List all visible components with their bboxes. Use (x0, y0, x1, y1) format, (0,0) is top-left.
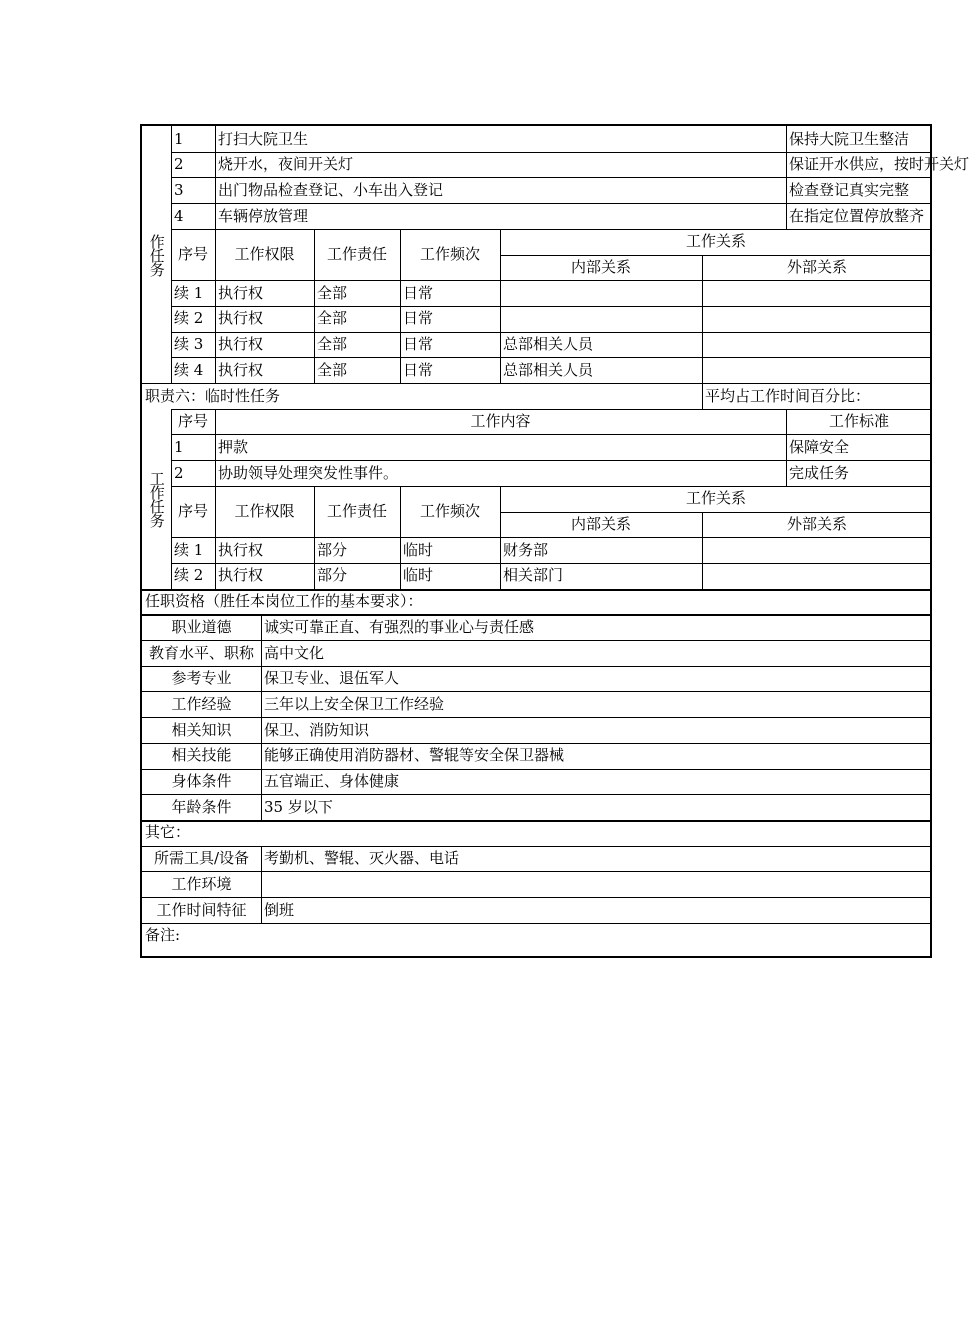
header-relations: 工作关系 (685, 232, 746, 251)
task-number: 1 (174, 129, 184, 148)
time-percent: 平均占工作时间百分比： (705, 386, 871, 405)
header-relations: 工作关系 (685, 489, 746, 508)
grid-line (171, 126, 172, 383)
relation-internal (500, 280, 702, 306)
qualification-value: 保卫、消防知识 (264, 720, 370, 739)
relation-external (702, 280, 932, 306)
relation-authority: 执行权 (218, 540, 264, 559)
header-frequency: 工作频次 (419, 502, 480, 521)
relation-external (702, 332, 932, 358)
relation-internal: 财务部 (503, 540, 549, 559)
grid-line (400, 486, 401, 589)
other-label: 工作环境 (171, 874, 232, 893)
grid-line (500, 486, 501, 589)
section-title: 职责六：临时性任务 (145, 386, 281, 405)
header-internal: 内部关系 (570, 258, 631, 277)
relation-internal: 相关部门 (503, 566, 564, 585)
task-content: 打扫大院卫生 (218, 129, 309, 148)
relation-responsibility: 全部 (317, 309, 348, 328)
relation-number: 续 2 (174, 566, 204, 585)
relation-responsibility: 全部 (317, 335, 348, 354)
qualification-label: 相关知识 (171, 720, 232, 739)
header-content: 工作内容 (470, 412, 531, 431)
qualification-value: 保卫专业、退伍军人 (264, 669, 400, 688)
relation-external (702, 537, 932, 563)
grid-line (215, 409, 216, 589)
relation-internal: 总部相关人员 (503, 335, 594, 354)
grid-line (500, 229, 501, 383)
section-side-label: 工作任务 (147, 470, 166, 527)
qualification-value: 35 岁以下 (264, 797, 333, 816)
header-external: 外部关系 (786, 258, 847, 277)
job-description-table (140, 124, 969, 958)
qualification-value: 诚实可靠正直、有强烈的事业心与责任感 (264, 617, 535, 636)
grid-line (261, 846, 262, 923)
qualification-value: 高中文化 (264, 643, 325, 662)
task-standard: 保持大院卫生整洁 (789, 129, 910, 148)
qualification-value: 三年以上安全保卫工作经验 (264, 694, 445, 713)
relation-authority: 执行权 (218, 335, 264, 354)
grid-line (215, 126, 216, 383)
other-value: 倒班 (264, 900, 295, 919)
task-content: 烧开水，夜间开关灯 (218, 155, 354, 174)
header-internal: 内部关系 (570, 515, 631, 534)
grid-line (171, 409, 172, 589)
grid-line (786, 409, 787, 486)
task-content: 出门物品检查登记、小车出入登记 (218, 180, 444, 199)
relation-authority: 执行权 (218, 566, 264, 585)
relation-frequency: 临时 (403, 540, 434, 559)
task-number: 1 (174, 437, 184, 456)
grid-line (500, 255, 932, 256)
relation-frequency: 日常 (403, 309, 434, 328)
header-number: 序号 (177, 502, 208, 521)
header-responsibility: 工作责任 (326, 502, 387, 521)
qualification-label: 工作经验 (171, 694, 232, 713)
grid-line (314, 486, 315, 589)
header-authority: 工作权限 (234, 245, 295, 264)
other-label: 所需工具/设备 (153, 849, 250, 868)
remarks: 备注: (145, 926, 181, 945)
qualification-label: 职业道德 (171, 617, 232, 636)
task-content: 押款 (218, 437, 249, 456)
relation-responsibility: 全部 (317, 360, 348, 379)
header-external: 外部关系 (786, 515, 847, 534)
relation-number: 续 3 (174, 335, 204, 354)
other-value (261, 871, 932, 897)
qualification-value: 五官端正、身体健康 (264, 772, 400, 791)
relation-responsibility: 部分 (317, 540, 348, 559)
task-number: 4 (174, 206, 184, 225)
relation-frequency: 日常 (403, 360, 434, 379)
relation-frequency: 日常 (403, 283, 434, 302)
relation-number: 续 4 (174, 360, 204, 379)
relation-external (702, 357, 932, 383)
task-number: 2 (174, 463, 184, 482)
header-standard: 工作标准 (828, 412, 889, 431)
relation-number: 续 1 (174, 540, 204, 559)
task-number: 2 (174, 155, 184, 174)
qualification-value: 能够正确使用消防器材、警辊等安全保卫器械 (264, 746, 565, 765)
relation-external (702, 563, 932, 589)
other-title: 其它： (145, 823, 191, 842)
relation-authority: 执行权 (218, 283, 264, 302)
qualification-label: 教育水平、职称 (148, 643, 254, 662)
relation-number: 续 2 (174, 309, 204, 328)
grid-line (702, 383, 703, 409)
task-standard: 检查登记真实完整 (789, 180, 910, 199)
qualifications-title: 任职资格（胜任本岗位工作的基本要求）： (145, 592, 423, 611)
relation-number: 续 1 (174, 283, 204, 302)
task-content: 车辆停放管理 (218, 206, 309, 225)
qualification-label: 参考专业 (171, 669, 232, 688)
task-number: 3 (174, 180, 184, 199)
task-standard: 保证开水供应，按时开关灯 (789, 155, 969, 174)
relation-responsibility: 部分 (317, 566, 348, 585)
other-label: 工作时间特征 (156, 900, 247, 919)
qualification-label: 相关技能 (171, 746, 232, 765)
grid-line (702, 255, 703, 384)
grid-line (400, 229, 401, 383)
qualification-label: 年龄条件 (171, 797, 232, 816)
relation-internal (500, 306, 702, 332)
task-standard: 在指定位置停放整齐 (789, 206, 925, 225)
grid-line (500, 512, 932, 513)
task-standard: 保障安全 (789, 437, 850, 456)
relation-authority: 执行权 (218, 309, 264, 328)
grid-line (702, 512, 703, 589)
other-value: 考勤机、警辊、灭火器、电话 (264, 849, 460, 868)
grid-line (261, 614, 262, 820)
header-number: 序号 (177, 412, 208, 431)
relation-responsibility: 全部 (317, 283, 348, 302)
grid-line (171, 152, 932, 153)
header-responsibility: 工作责任 (326, 245, 387, 264)
grid-line (314, 229, 315, 383)
task-content: 协助领导处理突发性事件。 (218, 463, 399, 482)
section-side-label: 作任务 (147, 233, 166, 276)
header-number: 序号 (177, 245, 208, 264)
relation-frequency: 日常 (403, 335, 434, 354)
grid-line (171, 177, 932, 178)
relation-external (702, 306, 932, 332)
relation-frequency: 临时 (403, 566, 434, 585)
grid-line (171, 203, 932, 204)
relation-authority: 执行权 (218, 360, 264, 379)
header-authority: 工作权限 (234, 502, 295, 521)
task-standard: 完成任务 (789, 463, 850, 482)
header-frequency: 工作频次 (419, 245, 480, 264)
grid-line (786, 126, 787, 229)
relation-internal: 总部相关人员 (503, 360, 594, 379)
qualification-label: 身体条件 (171, 772, 232, 791)
